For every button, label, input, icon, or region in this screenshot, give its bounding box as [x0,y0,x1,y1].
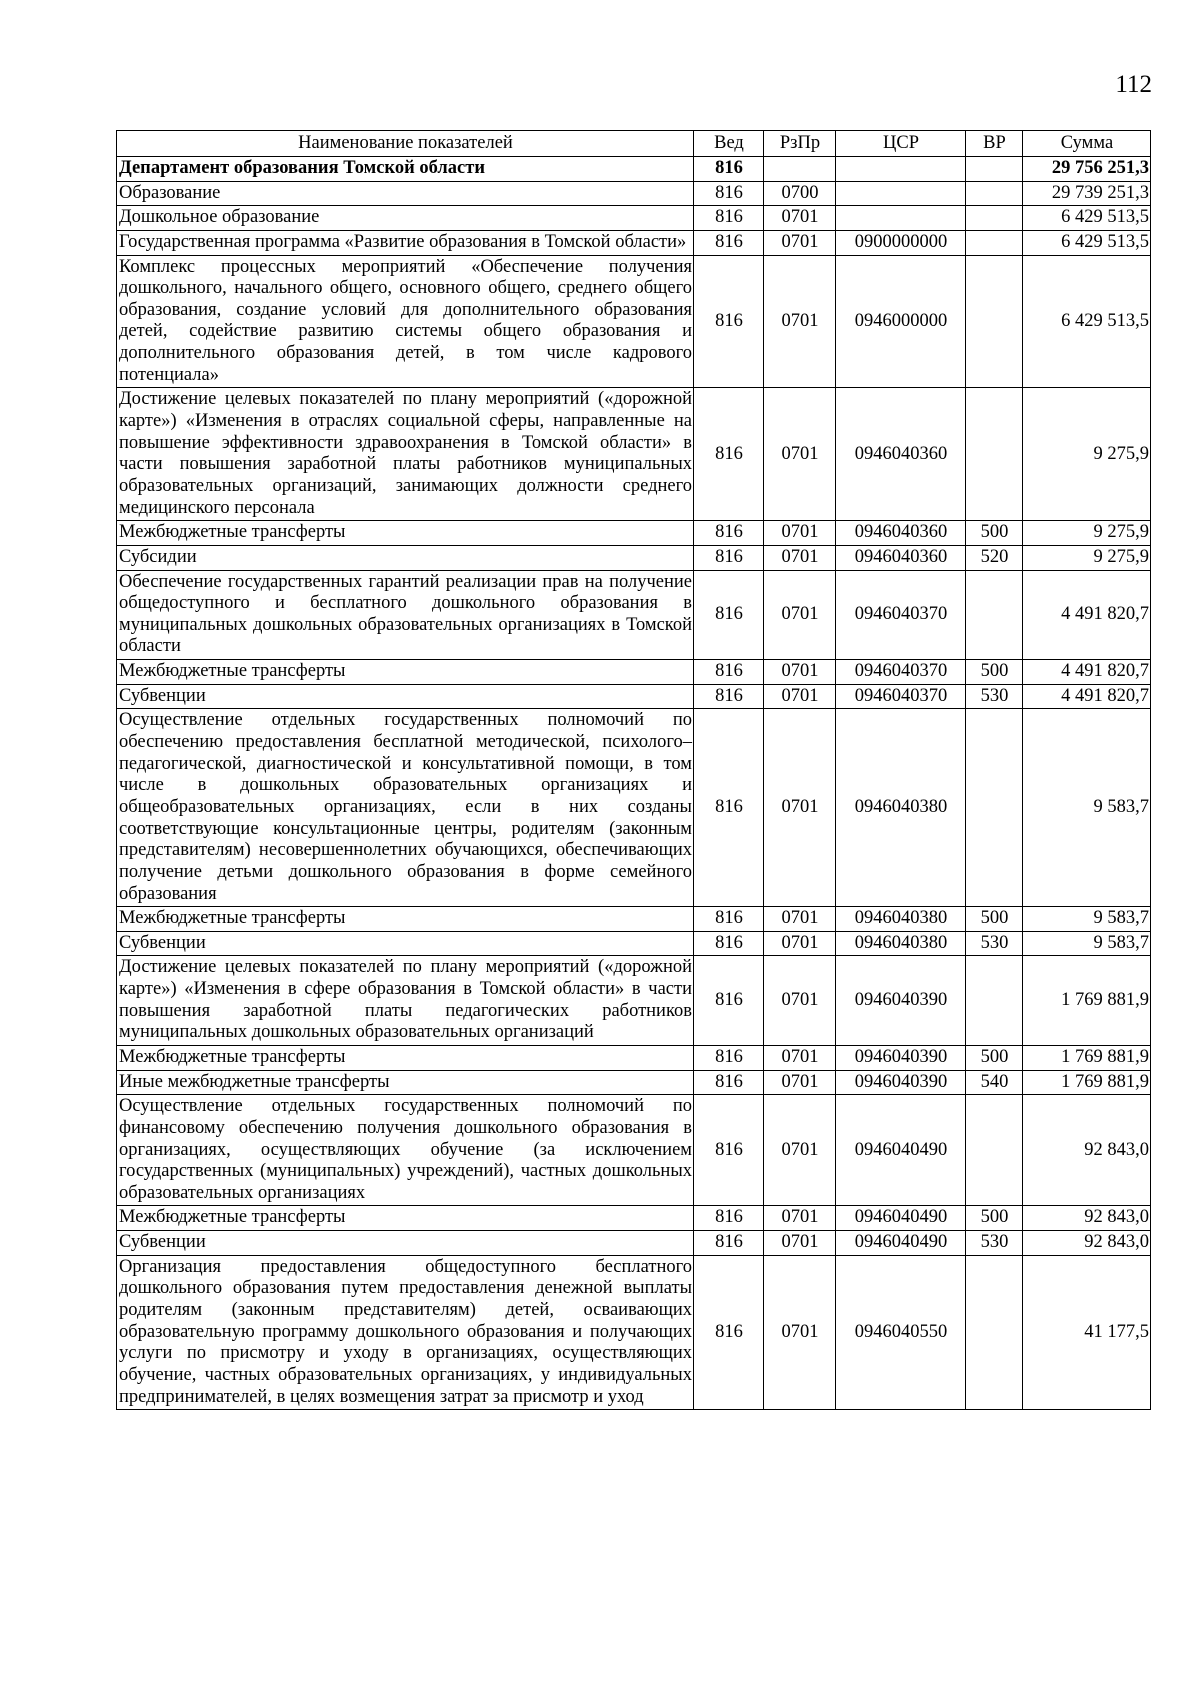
cell-csr: 0946040390 [836,956,966,1046]
header-vr: ВР [966,131,1023,157]
header-row [117,131,1151,157]
cell-rzpr: 0701 [764,255,836,388]
page-number: 112 [1115,71,1152,98]
cell-rzpr: 0701 [764,1231,836,1256]
table-row [117,1255,1151,1409]
cell-sum: 4 491 820,7 [1023,660,1151,685]
table-row [117,521,1151,546]
table-header [117,131,1151,157]
cell-rzpr: 0701 [764,1045,836,1070]
cell-csr: 0946040360 [836,388,966,521]
cell-rzpr: 0701 [764,206,836,231]
cell-sum: 29 756 251,3 [1023,157,1151,182]
cell-vr [966,255,1023,388]
cell-csr: 0946040370 [836,660,966,685]
table-row [117,1231,1151,1256]
cell-name: Достижение целевых показателей по плану мероприятий («дорожной карте») «Изменения в сфере образования в Томской области» в части повышения заработной платы педагогических работников муниципальных дошкольных образовательных организаций [117,956,694,1046]
table-row [117,181,1151,206]
cell-ved: 816 [694,709,764,907]
cell-sum: 6 429 513,5 [1023,206,1151,231]
cell-vr [966,230,1023,255]
cell-ved: 816 [694,255,764,388]
table-row [117,570,1151,660]
cell-name: Субсидии [117,545,694,570]
cell-rzpr: 0701 [764,545,836,570]
cell-ved: 816 [694,521,764,546]
cell-ved: 816 [694,157,764,182]
cell-name: Межбюджетные трансферты [117,521,694,546]
cell-vr: 500 [966,907,1023,932]
cell-sum: 92 843,0 [1023,1095,1151,1206]
cell-name: Комплекс процессных мероприятий «Обеспечение получения дошкольного, начального общего, основного общего, среднего общего образования, создание условий для дополнительного образования детей, содействие развитию системы общего образования и дополнительного образования детей, в том числе кадрового потенциала» [117,255,694,388]
cell-sum: 9 275,9 [1023,521,1151,546]
cell-name: Межбюджетные трансферты [117,907,694,932]
cell-ved: 816 [694,1095,764,1206]
cell-rzpr: 0701 [764,1070,836,1095]
table-row [117,157,1151,182]
cell-ved: 816 [694,570,764,660]
cell-vr: 530 [966,684,1023,709]
cell-rzpr [764,157,836,182]
cell-csr [836,206,966,231]
cell-ved: 816 [694,684,764,709]
cell-name: Дошкольное образование [117,206,694,231]
cell-vr [966,1255,1023,1409]
cell-vr: 500 [966,1206,1023,1231]
cell-csr: 0946040380 [836,709,966,907]
cell-rzpr: 0701 [764,956,836,1046]
cell-rzpr: 0701 [764,521,836,546]
cell-rzpr: 0701 [764,1095,836,1206]
cell-vr [966,157,1023,182]
cell-ved: 816 [694,1255,764,1409]
cell-csr: 0946000000 [836,255,966,388]
cell-csr: 0946040390 [836,1045,966,1070]
cell-name: Субвенции [117,931,694,956]
cell-sum: 1 769 881,9 [1023,1045,1151,1070]
cell-ved: 816 [694,1045,764,1070]
cell-vr [966,206,1023,231]
cell-csr: 0946040490 [836,1231,966,1256]
cell-name: Межбюджетные трансферты [117,1045,694,1070]
cell-name: Иные межбюджетные трансферты [117,1070,694,1095]
cell-sum: 92 843,0 [1023,1206,1151,1231]
table-row [117,206,1151,231]
cell-name: Межбюджетные трансферты [117,1206,694,1231]
cell-sum: 1 769 881,9 [1023,956,1151,1046]
cell-vr: 500 [966,660,1023,685]
table-row [117,1206,1151,1231]
cell-rzpr: 0701 [764,907,836,932]
cell-csr: 0946040380 [836,931,966,956]
header-csr: ЦСР [836,131,966,157]
cell-rzpr: 0701 [764,709,836,907]
cell-name: Субвенции [117,684,694,709]
cell-rzpr: 0701 [764,1206,836,1231]
cell-sum: 6 429 513,5 [1023,230,1151,255]
cell-rzpr: 0700 [764,181,836,206]
cell-sum: 6 429 513,5 [1023,255,1151,388]
cell-sum: 29 739 251,3 [1023,181,1151,206]
cell-ved: 816 [694,1070,764,1095]
cell-ved: 816 [694,1231,764,1256]
cell-name: Субвенции [117,1231,694,1256]
cell-vr [966,181,1023,206]
cell-csr [836,181,966,206]
cell-sum: 1 769 881,9 [1023,1070,1151,1095]
table-row [117,230,1151,255]
cell-ved: 816 [694,206,764,231]
cell-name: Достижение целевых показателей по плану мероприятий («дорожной карте») «Изменения в отраслях социальной сферы, направленные на повышение эффективности здравоохранения в Томской области» в части повышения заработной платы работников муниципальных образовательных организаций, занимающих должности среднего медицинского персонала [117,388,694,521]
table-row [117,255,1151,388]
cell-ved: 816 [694,956,764,1046]
cell-rzpr: 0701 [764,660,836,685]
cell-rzpr: 0701 [764,230,836,255]
cell-name: Департамент образования Томской области [117,157,694,182]
table-row [117,931,1151,956]
table-row [117,907,1151,932]
table-body [117,157,1151,1410]
cell-csr: 0946040550 [836,1255,966,1409]
table-row [117,1095,1151,1206]
header-ved: Вед [694,131,764,157]
cell-sum: 9 583,7 [1023,931,1151,956]
cell-name: Осуществление отдельных государственных полномочий по обеспечению предоставления бесплатной методической, психолого–педагогической, диагностической и консультативной помощи, в том числе в дошкольных образовательных организациях и общеобразовательных организациях, если в них созданы соответствующие консультационные центры, родителям (законным представителям) несовершеннолетних обучающихся, обеспечивающих получение детьми дошкольного образования в форме семейного образования [117,709,694,907]
cell-sum: 41 177,5 [1023,1255,1151,1409]
cell-name: Обеспечение государственных гарантий реализации прав на получение общедоступного и бесплатного дошкольного образования в муниципальных дошкольных образовательных организациях в Томской области [117,570,694,660]
budget-table [116,130,1151,1410]
header-rzpr: РзПр [764,131,836,157]
header-name: Наименование показателей [117,131,694,157]
cell-sum: 9 583,7 [1023,907,1151,932]
cell-sum: 92 843,0 [1023,1231,1151,1256]
table-row [117,660,1151,685]
cell-vr [966,956,1023,1046]
cell-rzpr: 0701 [764,570,836,660]
cell-vr: 530 [966,1231,1023,1256]
cell-vr: 530 [966,931,1023,956]
cell-csr: 0946040380 [836,907,966,932]
table-row [117,709,1151,907]
cell-vr [966,709,1023,907]
cell-vr [966,1095,1023,1206]
cell-csr: 0946040370 [836,684,966,709]
cell-rzpr: 0701 [764,1255,836,1409]
table-row [117,956,1151,1046]
cell-csr: 0946040390 [836,1070,966,1095]
table-row [117,545,1151,570]
cell-vr: 500 [966,521,1023,546]
table-row [117,1045,1151,1070]
cell-csr [836,157,966,182]
cell-csr: 0946040370 [836,570,966,660]
cell-name: Государственная программа «Развитие образования в Томской области» [117,230,694,255]
cell-rzpr: 0701 [764,388,836,521]
cell-ved: 816 [694,230,764,255]
cell-vr: 540 [966,1070,1023,1095]
cell-sum: 4 491 820,7 [1023,570,1151,660]
cell-name: Организация предоставления общедоступного бесплатного дошкольного образования путем предоставления денежной выплаты родителям (законным представителям) детей, осваивающих образовательную программу дошкольного образования и получающих услуги по присмотру и уходу в организациях, осуществляющих обучение, частных образовательных организациях, у индивидуальных предпринимателей, в целях возмещения затрат за присмотр и уход [117,1255,694,1409]
cell-name: Образование [117,181,694,206]
cell-sum: 9 583,7 [1023,709,1151,907]
cell-ved: 816 [694,660,764,685]
cell-rzpr: 0701 [764,931,836,956]
cell-vr: 500 [966,1045,1023,1070]
cell-sum: 9 275,9 [1023,388,1151,521]
cell-ved: 816 [694,907,764,932]
table-row [117,1070,1151,1095]
cell-csr: 0946040490 [836,1095,966,1206]
cell-ved: 816 [694,545,764,570]
table-row [117,388,1151,521]
cell-vr [966,570,1023,660]
cell-ved: 816 [694,388,764,521]
cell-csr: 0946040360 [836,521,966,546]
cell-csr: 0946040490 [836,1206,966,1231]
cell-vr [966,388,1023,521]
cell-name: Осуществление отдельных государственных полномочий по финансовому обеспечению получения дошкольного образования в организациях, осуществляющих обучение (за исключением государственных (муниципальных) учреждений), частных дошкольных образовательных организациях [117,1095,694,1206]
cell-csr: 0946040360 [836,545,966,570]
header-sum: Сумма [1023,131,1151,157]
cell-rzpr: 0701 [764,684,836,709]
cell-name: Межбюджетные трансферты [117,660,694,685]
cell-vr: 520 [966,545,1023,570]
table-row [117,684,1151,709]
cell-sum: 9 275,9 [1023,545,1151,570]
cell-csr: 0900000000 [836,230,966,255]
cell-ved: 816 [694,181,764,206]
cell-ved: 816 [694,931,764,956]
cell-ved: 816 [694,1206,764,1231]
cell-sum: 4 491 820,7 [1023,684,1151,709]
